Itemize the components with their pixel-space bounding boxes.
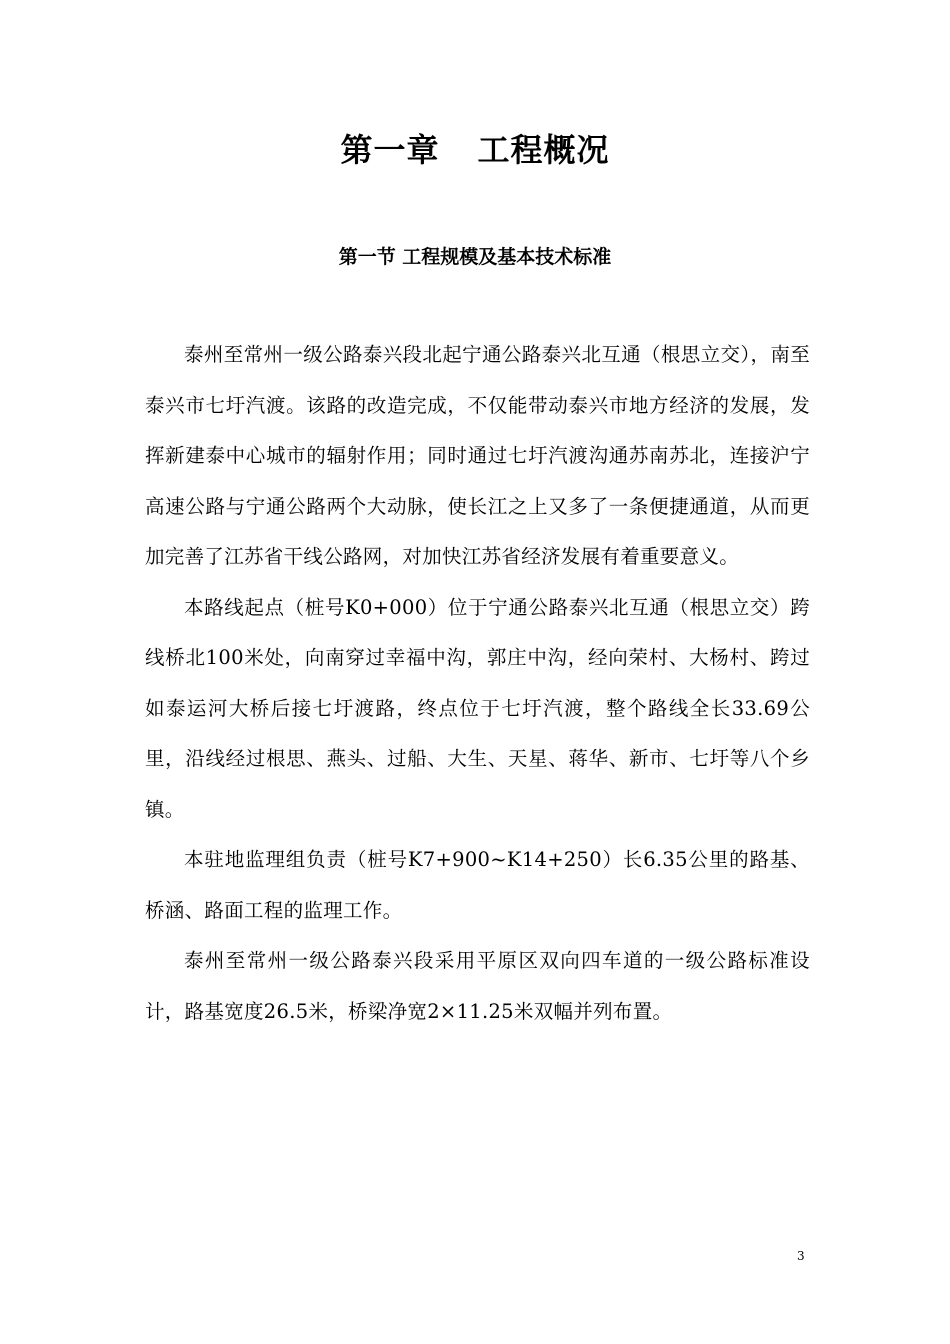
paragraph-standard: 泰州至常州一级公路泰兴段采用平原区双向四车道的一级公路标准设计，路基宽度26.5米，桥梁净宽2×11.25米双幅并列布置。 bbox=[145, 949, 810, 1023]
body-text bbox=[145, 330, 810, 1037]
chapter-title bbox=[0, 128, 950, 172]
chapter-name: 工程概况 bbox=[477, 131, 610, 169]
chapter-number: 第一章 bbox=[340, 131, 440, 169]
paragraph-route: 本路线起点（桩号K0+000）位于宁通公路泰兴北互通（根思立交）跨线桥北100米处，向南穿过幸福中沟，郭庄中沟，经向荣村、大杨村、跨过如泰运河大桥后接七圩渡路，终点位于七圩汽渡，整个路线全长33.69公里，沿线经过根思、燕头、过船、大生、天星、蒋华、新市、七圩等八个乡镇。 bbox=[145, 595, 810, 821]
paragraph-scope: 本驻地监理组负责（桩号K7+900~K14+250）长6.35公里的路基、桥涵、路面工程的监理工作。 bbox=[145, 848, 810, 922]
page-number: 3 bbox=[797, 1249, 805, 1263]
section-title: 第一节 工程规模及基本技术标准 bbox=[338, 246, 612, 268]
paragraph-overview: 泰州至常州一级公路泰兴段北起宁通公路泰兴北互通（根思立交），南至泰兴市七圩汽渡。该路的改造完成，不仅能带动泰兴市地方经济的发展，发挥新建泰中心城市的辐射作用；同时通过七圩汽渡沟通苏南苏北，连接沪宁高速公路与宁通公路两个大动脉，使长江之上又多了一条便捷通道，从而更加完善了江苏省干线公路网，对加快江苏省经济发展有着重要意义。 bbox=[145, 343, 810, 568]
